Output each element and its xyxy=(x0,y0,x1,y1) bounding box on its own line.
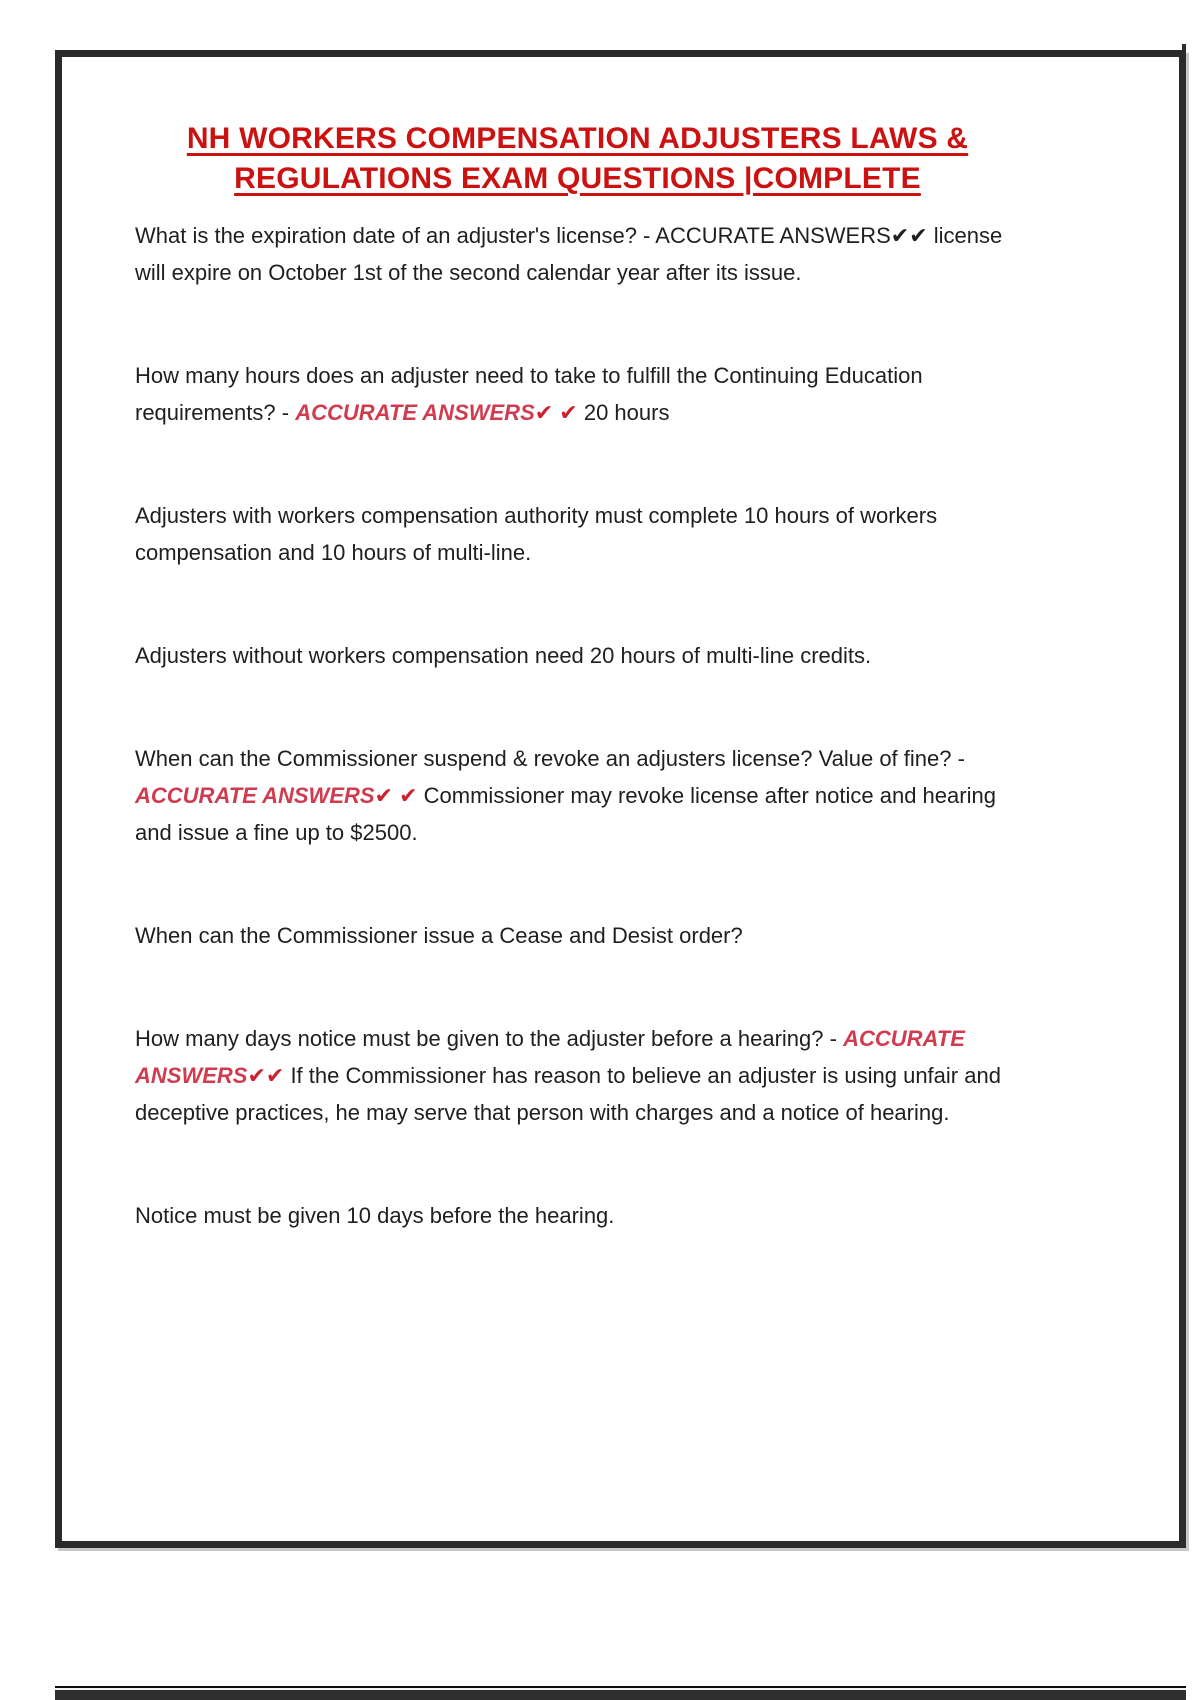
paragraph xyxy=(135,357,1020,431)
next-page-top-border xyxy=(55,1686,1186,1700)
text-segment: What is the expiration date of an adjuster's license? - ACCURATE ANSWERS✔✔ license will expire on October 1st of the second calendar year after its issue. xyxy=(135,223,1003,285)
paragraph xyxy=(135,1197,1020,1234)
answer-label: ACCURATE ANSWERS xyxy=(135,1026,965,1088)
paragraph xyxy=(135,740,1020,851)
text-segment: Notice must be given 10 days before the hearing. xyxy=(135,1203,615,1228)
text-segment: Adjusters without workers compensation need 20 hours of multi-line credits. xyxy=(135,643,872,668)
paragraph xyxy=(135,637,1020,674)
paragraph xyxy=(135,917,1020,954)
document-title xyxy=(135,119,1020,199)
answer-label: ACCURATE ANSWERS xyxy=(135,783,375,808)
text-segment: When can the Commissioner issue a Cease and Desist order? xyxy=(135,923,743,948)
document-title-line-2: REGULATIONS EXAM QUESTIONS |COMPLETE xyxy=(234,162,921,195)
text-segment: Adjusters with workers compensation authority must complete 10 hours of workers compensation and 10 hours of multi-line. xyxy=(135,503,938,565)
text-segment: Commissioner may revoke license after notice and hearing and issue a fine up to $2500. xyxy=(135,783,996,845)
text-segment: How many hours does an adjuster need to take to fulfill the Continuing Education requirements? - xyxy=(135,363,923,425)
document-title-line-1: NH WORKERS COMPENSATION ADJUSTERS LAWS & xyxy=(186,122,969,155)
text-segment: 20 hours xyxy=(577,400,670,425)
paragraph xyxy=(135,497,1020,571)
answer-checks: ✔ ✔ xyxy=(534,400,578,425)
text-column xyxy=(135,119,1020,1234)
text-segment: If the Commissioner has reason to believe an adjuster is using unfair and deceptive practices, he may serve that person with charges and a notice of hearing. xyxy=(135,1063,1001,1125)
text-segment: When can the Commissioner suspend & revoke an adjusters license? Value of fine? - xyxy=(135,746,965,771)
paragraph xyxy=(135,217,1020,291)
answer-label: ACCURATE ANSWERS xyxy=(295,400,535,425)
paragraph xyxy=(135,1020,1020,1131)
text-segment: How many days notice must be given to the adjuster before a hearing? - xyxy=(135,1026,844,1051)
page-border-box xyxy=(55,50,1186,1548)
answer-checks: ✔ ✔ xyxy=(374,783,418,808)
page-content xyxy=(62,57,1179,1541)
answer-checks: ✔✔ xyxy=(247,1063,285,1088)
paragraphs xyxy=(135,217,1020,1234)
